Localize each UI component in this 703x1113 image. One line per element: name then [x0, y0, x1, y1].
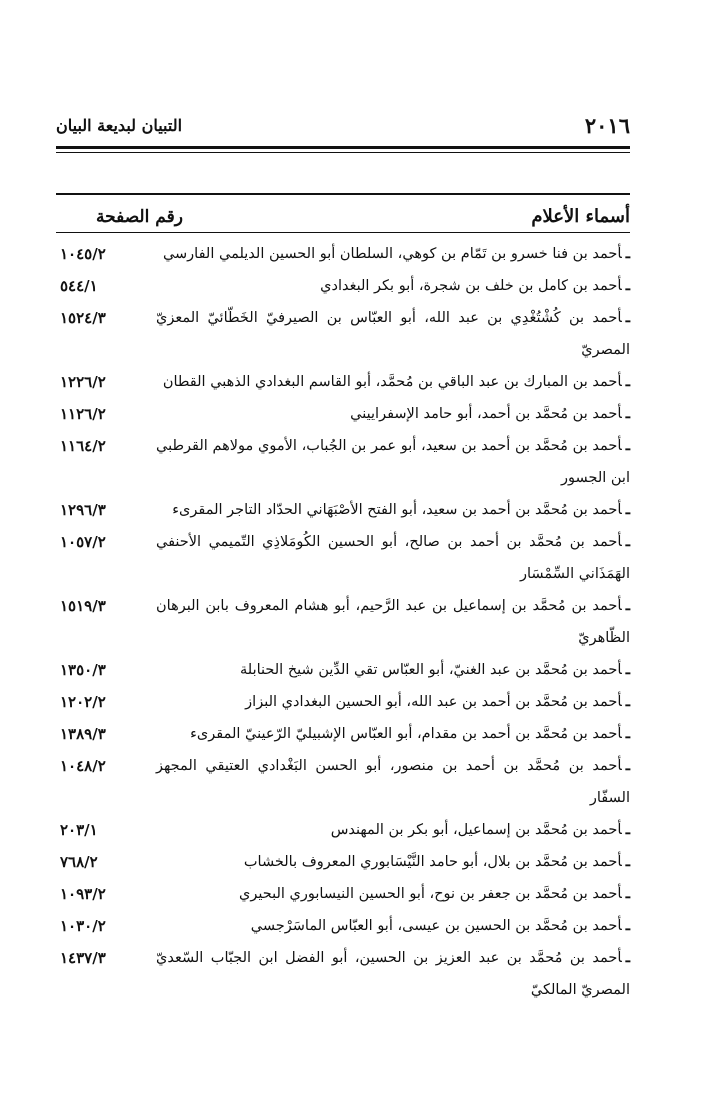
index-entry: ـأحمد بن مُحمَّد بن أحمد بن مقدام، أبو العبّاس الإشبيليّ الرّعينيّ المقرىء ١٣٨٩/٣	[56, 718, 630, 750]
entry-name: أحمد بن كامل بن خلف بن شجرة، أبو بكر البغدادي	[320, 278, 622, 294]
entry-name: أحمد بن مُحمَّد بن أحمد بن عبد الله، أبو الحسين البغدادي البزاز	[245, 694, 622, 710]
index-entry: ـأحمد بن مُحمَّد بن أحمد بن سعيد، أبو الفتح الأصْبَهَاني الحدّاد التاجر المقرىء ١٢٩٦/٣	[56, 494, 630, 526]
entry-name: أحمد بن مُحمَّد بن أحمد بن منصور، أبو الحسن البَغْدادي العتيقي المجهز السفّار	[156, 758, 630, 806]
entry-page-ref: ١٠٤٨/٢	[60, 757, 106, 775]
entry-page-ref: ١١٢٦/٢	[60, 405, 106, 423]
entry-name: أحمد بن مُحمَّد بن بلال، أبو حامد النَّيْسَابوري المعروف بالخشاب	[243, 854, 622, 870]
entry-page-ref: ١٢٠٢/٢	[60, 693, 106, 711]
index-entry: ـأحمد بن مُحمَّد بن عبد العزيز بن الحسين، أبو الفضل ابن الجبّاب السّعديّ المصريّ المالكيّ ١٤٣٧/٣	[56, 942, 630, 1006]
entry-name: أحمد بن مُحمَّد بن أحمد بن سعيد، أبو عمر بن الجُباب، الأموي مولاهم القرطبي ابن الجسور	[156, 438, 630, 486]
entry-name: أحمد بن مُحمَّد بن الحسين بن عيسى، أبو العبّاس الماسَرْجسي	[250, 918, 622, 934]
index-entry: ـأحمد بن مُحمَّد بن أحمد بن عبد الله، أبو الحسين البغدادي البزاز ١٢٠٢/٢	[56, 686, 630, 718]
entry-page-ref: ١٠٣٠/٢	[60, 917, 106, 935]
entry-page-ref: ١٠٩٣/٢	[60, 885, 106, 903]
entry-name: أحمد بن مُحمَّد بن أحمد بن سعيد، أبو الفتح الأصْبَهَاني الحدّاد التاجر المقرىء	[172, 502, 622, 518]
entry-name: أحمد بن مُحمَّد بن جعفر بن نوح، أبو الحسين النيسابوري البحيري	[239, 886, 622, 902]
index-entry: ـأحمد بن مُحمَّد بن أحمد بن سعيد، أبو عمر بن الجُباب، الأموي مولاهم القرطبي ابن الجسور ١١٦٤/٢	[56, 430, 630, 494]
index-entry: ـأحمد بن مُحمَّد بن بلال، أبو حامد النَّيْسَابوري المعروف بالخشاب ٧٦٨/٢	[56, 846, 630, 878]
index-entries	[56, 238, 630, 1006]
entry-page-ref: ١٥٢٤/٣	[60, 309, 106, 327]
entry-page-ref: ١٢٢٦/٢	[60, 373, 106, 391]
page-column-title: رقم الصفحة	[96, 207, 183, 227]
entry-page-ref: ١٠٤٥/٢	[60, 245, 106, 263]
entry-page-ref: ٢٠٣/١	[60, 821, 98, 839]
index-entry: ـأحمد بن مُحمَّد بن جعفر بن نوح، أبو الحسين النيسابوري البحيري ١٠٩٣/٢	[56, 878, 630, 910]
names-column-title: أسماء الأعلام	[531, 206, 630, 227]
running-header	[56, 108, 630, 142]
index-entry: ـأحمد بن مُحمَّد بن أحمد، أبو حامد الإسفراييني ١١٢٦/٢	[56, 398, 630, 430]
entry-page-ref: ١٥١٩/٣	[60, 597, 106, 615]
entry-page-ref: ١٣٨٩/٣	[60, 725, 106, 743]
entry-page-ref: ٧٦٨/٢	[60, 853, 98, 871]
entry-name: أحمد بن مُحمَّد بن إسماعيل بن عبد الرَّحيم، أبو هشام المعروف بابن البرهان الظّاهريّ	[156, 598, 630, 646]
entry-name: أحمد بن فنا خسرو بن تَمّام بن كوهي، السلطان أبو الحسين الديلمي الفارسي	[162, 246, 622, 262]
entry-name: أحمد بن مُحمَّد بن عبد الغنيّ، أبو العبّاس تقي الدِّين شيخ الحنابلة	[240, 662, 622, 678]
index-entry: ـأحمد بن كُشْتُغْدِي بن عبد الله، أبو العبّاس بن الصيرفيّ الخَطّائيّ المعزيّ المصريّ ١٥٢٤/٣	[56, 302, 630, 366]
index-entry: ـأحمد بن مُحمَّد بن أحمد بن صالح، أبو الحسين الكُومَلاذِي التّميمي الأحنفي الهَمَذَاني السِّمْسَار ١٠٥٧/٢	[56, 526, 630, 590]
entry-page-ref: ١٠٥٧/٢	[60, 533, 106, 551]
entry-name: أحمد بن مُحمَّد بن عبد العزيز بن الحسين، أبو الفضل ابن الجبّاب السّعديّ المصريّ المالكيّ	[156, 950, 630, 998]
entry-name: أحمد بن مُحمَّد بن أحمد بن صالح، أبو الحسين الكُومَلاذِي التّميمي الأحنفي الهَمَذَاني السِّمْسَار	[156, 534, 630, 582]
index-entry: ـأحمد بن مُحمَّد بن إسماعيل، أبو بكر بن المهندس ٢٠٣/١	[56, 814, 630, 846]
column-header-rule	[56, 232, 630, 233]
entry-page-ref: ١١٦٤/٢	[60, 437, 106, 455]
entry-name: أحمد بن كُشْتُغْدِي بن عبد الله، أبو العبّاس بن الصيرفيّ الخَطّائيّ المعزيّ المصريّ	[156, 310, 630, 358]
page-number: ٢٠١٦	[584, 112, 630, 138]
column-header	[56, 193, 630, 227]
index-entry: ـأحمد بن فنا خسرو بن تَمّام بن كوهي، السلطان أبو الحسين الديلمي الفارسي ١٠٤٥/٢	[56, 238, 630, 270]
index-entry: ـأحمد بن مُحمَّد بن الحسين بن عيسى، أبو العبّاس الماسَرْجسي ١٠٣٠/٢	[56, 910, 630, 942]
index-entry: ـأحمد بن مُحمَّد بن عبد الغنيّ، أبو العبّاس تقي الدِّين شيخ الحنابلة ١٣٥٠/٣	[56, 654, 630, 686]
book-title: التبيان لبديعة البيان	[56, 115, 183, 135]
index-entry: ـأحمد بن مُحمَّد بن إسماعيل بن عبد الرَّحيم، أبو هشام المعروف بابن البرهان الظّاهريّ ١٥١٩/٣	[56, 590, 630, 654]
header-rule	[56, 146, 630, 149]
entry-name: أحمد بن مُحمَّد بن أحمد، أبو حامد الإسفراييني	[350, 406, 622, 422]
entry-page-ref: ٥٤٤/١	[60, 277, 98, 295]
entry-name: أحمد بن مُحمَّد بن أحمد بن مقدام، أبو العبّاس الإشبيليّ الرّعينيّ المقرىء	[190, 726, 622, 742]
index-entry: ـأحمد بن مُحمَّد بن أحمد بن منصور، أبو الحسن البَغْدادي العتيقي المجهز السفّار ١٠٤٨/٢	[56, 750, 630, 814]
entry-name: أحمد بن المبارك بن عبد الباقي بن مُحمَّد، أبو القاسم البغدادي الذهبي القطان	[162, 374, 622, 390]
header-rule-thin	[56, 152, 630, 153]
index-entry: ـأحمد بن المبارك بن عبد الباقي بن مُحمَّد، أبو القاسم البغدادي الذهبي القطان ١٢٢٦/٢	[56, 366, 630, 398]
entry-name: أحمد بن مُحمَّد بن إسماعيل، أبو بكر بن المهندس	[330, 822, 622, 838]
entry-page-ref: ١٣٥٠/٣	[60, 661, 106, 679]
index-entry: ـأحمد بن كامل بن خلف بن شجرة، أبو بكر البغدادي ٥٤٤/١	[56, 270, 630, 302]
entry-page-ref: ١٢٩٦/٣	[60, 501, 106, 519]
entry-page-ref: ١٤٣٧/٣	[60, 949, 106, 967]
